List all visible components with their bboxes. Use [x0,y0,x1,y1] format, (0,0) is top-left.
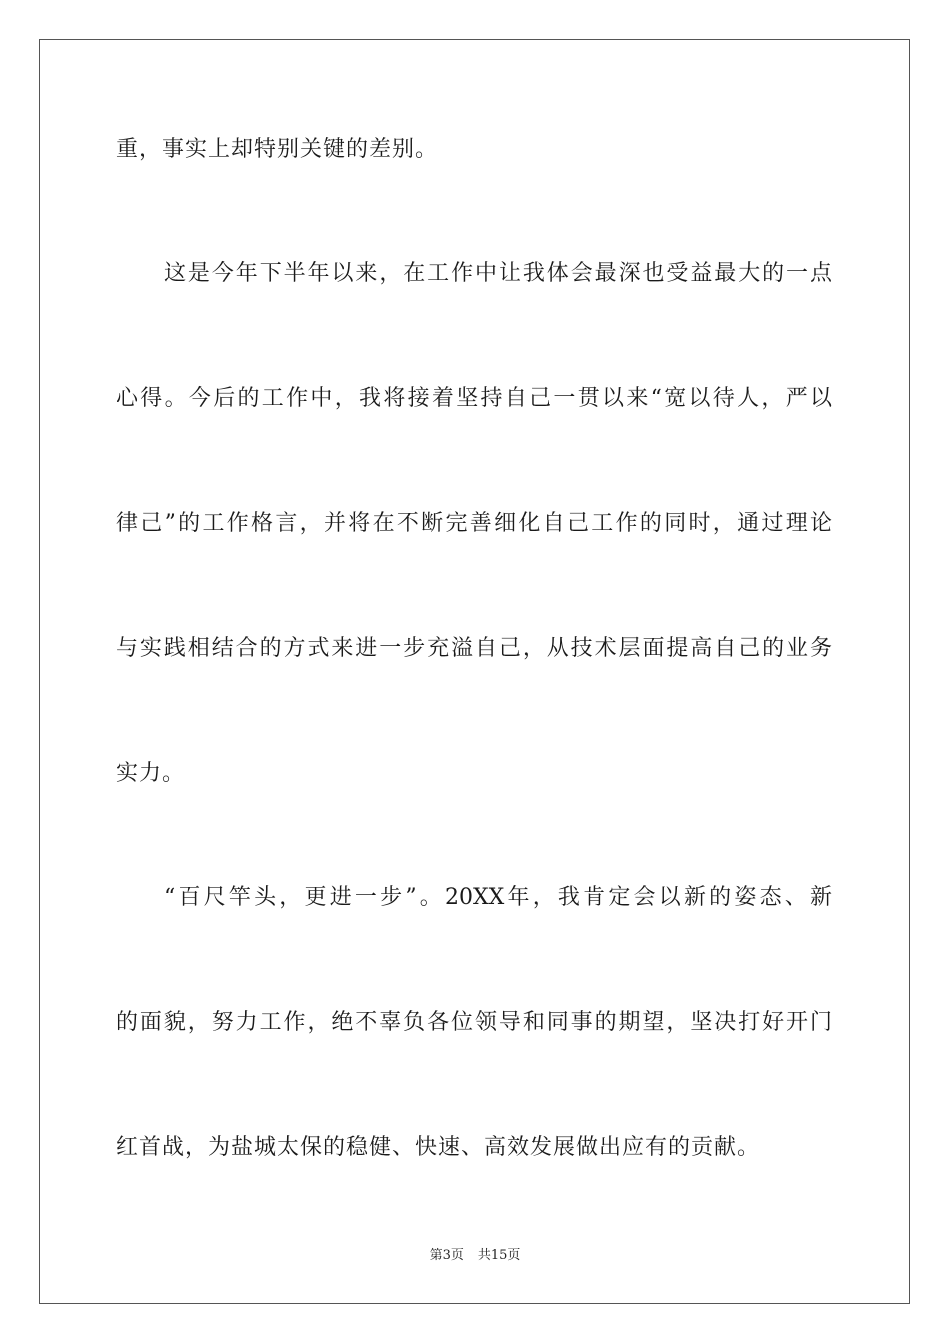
total-pages: 共15页 [477,1248,521,1263]
page-number: 第3页 [429,1248,464,1263]
paragraph-line: 红首战，为盐城太保的稳健、快速、高效发展做出应有的贡献。 [116,1135,761,1160]
paragraph-line: 的面貌，努力工作，绝不辜负各位领导和同事的期望，坚决打好开门 [116,1010,832,1035]
paragraph-line: 心得。今后的工作中，我将接着坚持自己一贯以来“宽以待人，严以 [116,386,832,411]
paragraph-line: 实力。 [116,761,186,786]
paragraph-line: 这是今年下半年以来，在工作中让我体会最深也受益最大的一点 [164,261,832,286]
paragraph-line: “百尺竿头，更进一步”。20XX年，我肯定会以新的姿态、新 [164,885,832,910]
page-frame [39,39,910,1304]
paragraph-line: 律己”的工作格言，并将在不断完善细化自己工作的同时，通过理论 [116,511,832,536]
page-footer [0,1247,950,1265]
paragraph-line: 重，事实上却特别关键的差别。 [116,137,439,162]
paragraph-line: 与实践相结合的方式来进一步充溢自己，从技术层面提高自己的业务 [116,636,832,661]
